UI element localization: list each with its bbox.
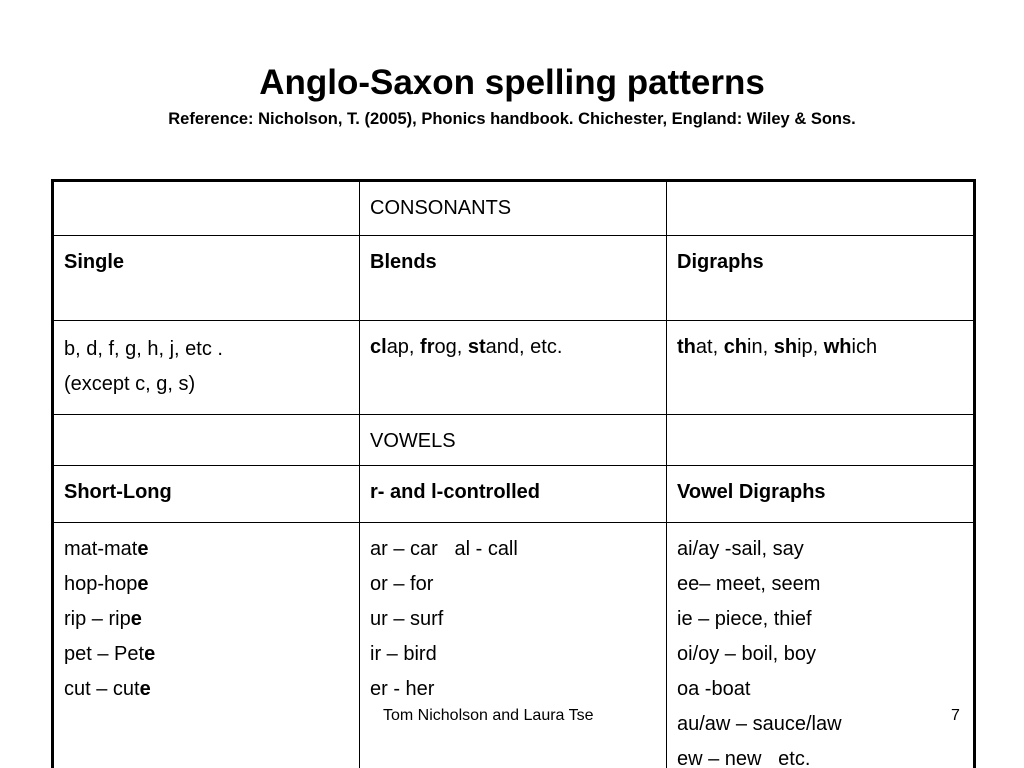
header-vowel-digraphs: Vowel Digraphs — [667, 466, 975, 523]
header-blends: Blends — [360, 236, 667, 321]
blend-bold: cl — [370, 336, 387, 358]
short-long-line — [64, 637, 349, 672]
short-long-bold: e — [144, 643, 156, 665]
blend-rest: og, — [434, 336, 468, 358]
consonants-section-row — [53, 181, 975, 236]
short-long-line — [64, 672, 349, 707]
digraphs-example-line — [677, 330, 963, 365]
short-long-plain: pet – Pet — [64, 643, 145, 665]
vowel-digraph-line: oa -boat — [677, 678, 751, 700]
footer-author: Tom Nicholson and Laura Tse — [383, 707, 594, 724]
consonants-header-row — [53, 236, 975, 321]
digraph-bold: wh — [823, 336, 852, 358]
vowel-digraph-line: oi/oy – boil, boy — [677, 643, 816, 665]
digraph-bold: sh — [773, 336, 798, 358]
consonants-examples-row — [53, 321, 975, 415]
short-long-line — [64, 602, 349, 637]
vowels-section-row — [53, 415, 975, 466]
table-cell — [53, 415, 360, 466]
short-long-bold: e — [137, 573, 149, 595]
blend-rest: and, etc. — [485, 336, 563, 358]
vowel-digraphs-examples-cell — [667, 523, 975, 768]
r-l-controlled-examples-cell — [360, 523, 667, 768]
digraph-rest: at, — [695, 336, 724, 358]
table-cell — [53, 181, 360, 236]
table-cell — [667, 181, 975, 236]
r-l-controlled-line: ar – car al - call — [370, 538, 518, 560]
spelling-patterns-table — [51, 179, 976, 768]
blends-example-line — [370, 330, 656, 365]
single-example-line: (except c, g, s) — [64, 373, 196, 395]
blend-rest: ap, — [386, 336, 421, 358]
page-number: 7 — [951, 707, 960, 724]
digraphs-examples-cell — [667, 321, 975, 415]
short-long-line — [64, 567, 349, 602]
r-l-controlled-line: ir – bird — [370, 643, 437, 665]
vowel-digraph-line: au/aw – sauce/law — [677, 713, 842, 735]
vowels-examples-row — [53, 523, 975, 768]
short-long-plain: rip – rip — [64, 608, 131, 630]
header-digraphs: Digraphs — [667, 236, 975, 321]
short-long-examples-cell — [53, 523, 360, 768]
single-example-line: b, d, f, g, h, j, etc . — [64, 338, 223, 360]
vowels-section-label: VOWELS — [360, 415, 667, 466]
blends-examples-cell — [360, 321, 667, 415]
r-l-controlled-line: or – for — [370, 573, 434, 595]
digraph-rest: in, — [747, 336, 774, 358]
vowel-digraph-line: ee– meet, seem — [677, 573, 821, 595]
short-long-plain: mat-mat — [64, 538, 138, 560]
header-r-l-controlled: r- and l-controlled — [360, 466, 667, 523]
vowel-digraph-line: ew – new etc. — [677, 748, 811, 768]
short-long-bold: e — [137, 538, 149, 560]
r-l-controlled-line: er - her — [370, 678, 435, 700]
slide-subtitle: Reference: Nicholson, T. (2005), Phonics handbook. Chichester, England: Wiley & Sons. — [168, 110, 856, 128]
header-single: Single — [53, 236, 360, 321]
short-long-plain: cut – cut — [64, 678, 140, 700]
digraph-bold: th — [677, 336, 696, 358]
header-short-long: Short-Long — [53, 466, 360, 523]
blend-bold: st — [467, 336, 486, 358]
vowel-digraph-line: ai/ay -sail, say — [677, 538, 804, 560]
vowels-header-row — [53, 466, 975, 523]
short-long-line — [64, 532, 349, 567]
short-long-bold: e — [139, 678, 151, 700]
short-long-bold: e — [130, 608, 142, 630]
table-cell — [667, 415, 975, 466]
blend-bold: fr — [420, 336, 435, 358]
slide-title: Anglo-Saxon spelling patterns — [259, 63, 765, 102]
consonants-section-label: CONSONANTS — [360, 181, 667, 236]
vowel-digraph-line: ie – piece, thief — [677, 608, 812, 630]
single-examples-cell — [53, 321, 360, 415]
r-l-controlled-line: ur – surf — [370, 608, 444, 630]
short-long-plain: hop-hop — [64, 573, 138, 595]
digraph-rest: ich — [851, 336, 878, 358]
digraph-rest: ip, — [797, 336, 824, 358]
digraph-bold: ch — [723, 336, 748, 358]
